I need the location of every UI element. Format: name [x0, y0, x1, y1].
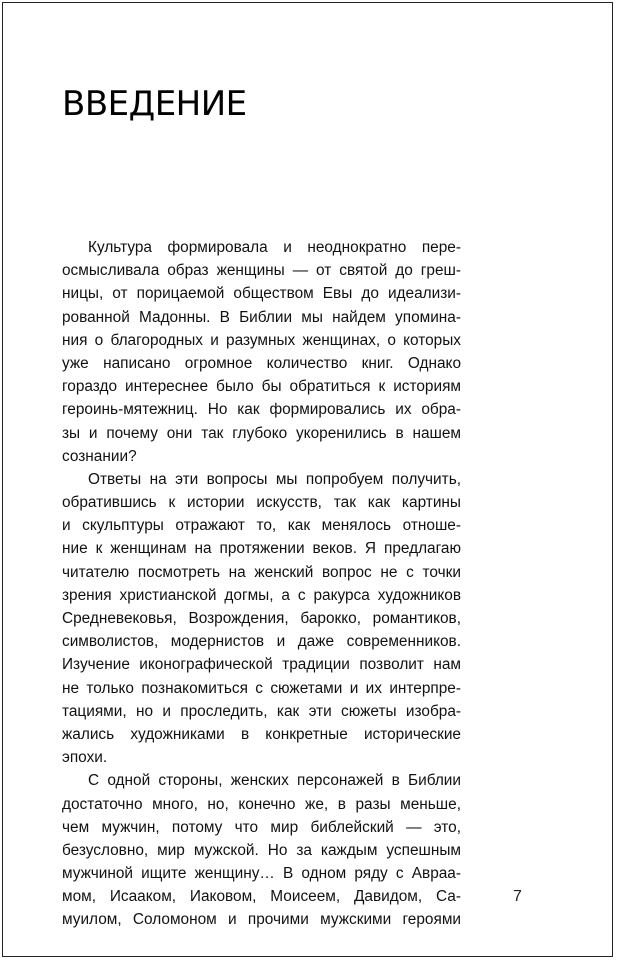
paragraph-2-line-2: обратившись к истории искусств, так как картины — [62, 494, 461, 512]
paragraph-1-line-10: сознании? — [62, 447, 137, 465]
paragraph-1-line-7: гораздо интереснее было бы обратиться к историям — [62, 378, 461, 396]
paragraph-1-line-4: рованной Мадонны. В Библии мы найдем упомина- — [62, 308, 461, 326]
paragraph-3-line-1: С одной стороны, женских персонажей в Библии — [88, 772, 461, 790]
paragraph-3-line-7: муилом, Соломоном и прочими мужскими героями — [62, 911, 461, 929]
paragraph-2-line-13: эпохи. — [62, 749, 108, 767]
paragraph-1-line-5: ния о благородных и разумных женщинах, о которых — [62, 331, 461, 349]
paragraph-1-line-1: Культура формировала и неоднократно пере- — [88, 239, 461, 256]
paragraph-2-line-10: не только познакомиться с сюжетами и их интерпре- — [62, 679, 461, 697]
paragraph-3-line-2: достаточно много, но, конечно же, в разы меньше, — [62, 795, 461, 813]
paragraph-2-line-1: Ответы на эти вопросы мы попробуем получить, — [88, 470, 461, 488]
paragraph-2-line-9: Изучение иконографической традиции позволит нам — [62, 656, 461, 674]
paragraph-2-line-11: тациями, но и проследить, как эти сюжеты изобра- — [62, 702, 461, 720]
paragraph-3-line-5: мужчиной ищите женщину… В одном ряду с Авраа- — [62, 865, 461, 883]
paragraph-1-line-3: ницы, от порицаемой обществом Евы до идеализи- — [62, 285, 461, 303]
body-text — [62, 236, 461, 932]
paragraph-3-line-6: мом, Исааком, Иаковом, Моисеем, Давидом, Са- — [62, 888, 461, 906]
paragraph-1-line-2: осмысливала образ женщины — от святой до греш- — [62, 262, 461, 280]
paragraph-2-line-7: Средневековья, Возрождения, барокко, романтиков, — [62, 610, 461, 627]
page-number: 7 — [513, 888, 522, 905]
paragraph-2-line-6: зрения христианской догмы, а с ракурса художников — [62, 586, 461, 604]
paragraph-3-line-3: чем мужчин, потому что мир библейский — это, — [62, 818, 461, 836]
paragraph-3-line-4: безусловно, мир мужской. Но за каждым успешным — [62, 841, 461, 859]
paragraph-2-line-3: и скульптуры отражают то, как менялось отноше- — [62, 517, 461, 535]
chapter-title: ВВЕДЕНИЕ — [62, 84, 247, 124]
paragraph-1-line-8: героинь-мятежниц. Но как формировались их обра- — [62, 401, 461, 419]
paragraph-1-line-6: уже написано огромное количество книг. Однако — [62, 354, 461, 372]
paragraph-2-line-4: ние к женщинам на протяжении веков. Я предлагаю — [62, 540, 461, 558]
paragraph-2-line-8: символистов, модернистов и даже современников. — [62, 633, 461, 651]
paragraph-1-line-9: зы и почему они так глубоко укоренились в нашем — [62, 424, 461, 442]
paragraph-2-line-5: читателю посмотреть на женский вопрос не с точки — [62, 563, 461, 581]
paragraph-2-line-12: жались художниками в конкретные исторические — [62, 725, 461, 743]
